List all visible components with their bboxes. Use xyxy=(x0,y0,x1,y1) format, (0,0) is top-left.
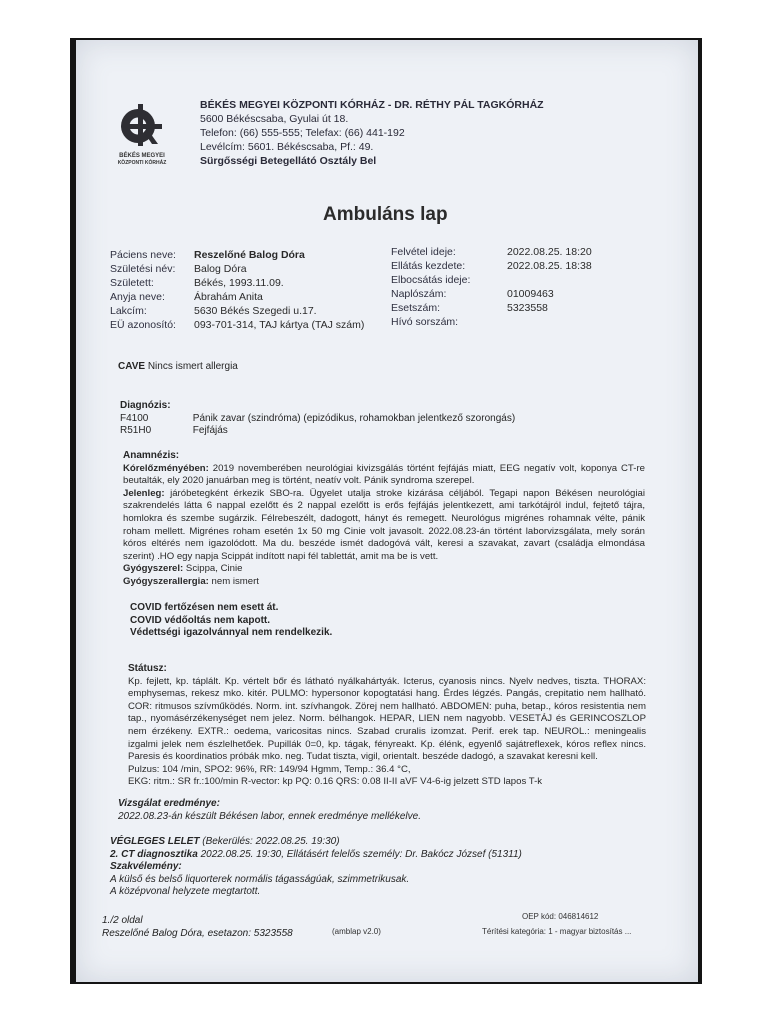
covid-line: COVID védőoltás nem kapott. xyxy=(130,614,271,626)
opinion-line: A külső és belső liquorterek normális tágasságúak, szimmetrikusak. xyxy=(110,873,410,885)
status-title: Státusz: xyxy=(128,663,167,674)
diagnosis-code: R51H0 xyxy=(120,425,152,437)
hospital-phone: Telefon: (66) 555-555; Telefax: (66) 441-192 xyxy=(200,127,405,139)
allergy-text: nem ismert xyxy=(208,575,259,587)
page-number: 1./2 oldal xyxy=(102,915,143,926)
log-number: 01009463 xyxy=(507,288,554,300)
patient-label: Születési név: xyxy=(110,263,176,275)
patient-labels xyxy=(110,248,176,332)
caller-number xyxy=(507,315,592,329)
diagnosis-code: F4100 xyxy=(120,412,149,424)
cave-text: Nincs ismert allergia xyxy=(147,361,238,372)
history-text: 2019 novemberében neurológiai kivizsgálás történt fejfájás miatt, EEG negatív volt, koponya CT-re beutalták, ely 2020 januárban meg is történt, neatív volt. Pánik syndroma szerepel. xyxy=(123,462,645,487)
cave-line xyxy=(118,361,238,374)
page-title: Ambuláns lap xyxy=(323,204,448,225)
patient-label: Lakcím: xyxy=(110,305,147,317)
patient-label: Született: xyxy=(110,277,154,289)
drugs-line xyxy=(123,563,645,576)
payment-category: Térítési kategória: 1 - magyar biztosítás ... xyxy=(482,927,632,936)
cave-label: CAVE xyxy=(118,361,146,372)
birth-name: Balog Dóra xyxy=(194,263,247,275)
document-page xyxy=(76,40,698,982)
case-number: 5323558 xyxy=(507,302,548,314)
diagnosis-row xyxy=(120,425,515,438)
patient-label: Páciens neve: xyxy=(110,249,176,261)
ct-text: 2022.08.25. 19:30, Ellátásért felelős személy: Dr. Bakócz József (51311) xyxy=(197,848,522,860)
final-title-suffix: (Bekerülés: 2022.08.25. 19:30) xyxy=(199,836,340,847)
patient-label: Anyja neve: xyxy=(110,291,165,303)
hospital-logo-icon xyxy=(114,102,170,148)
covid-line: COVID fertőzésen nem esett át. xyxy=(130,602,279,613)
admission-labels xyxy=(391,245,470,329)
hospital-mail: Levélcím: 5601. Békéscsaba, Pf.: 49. xyxy=(200,141,374,153)
mother-name: Ábrahám Anita xyxy=(194,291,263,303)
covid-line: Védettségi igazolvánnyal nem rendelkezik. xyxy=(130,627,333,639)
present-paragraph xyxy=(123,488,645,564)
status-section xyxy=(128,663,646,789)
anamnesis-title: Anamnézis: xyxy=(123,450,180,461)
status-text: Kp. fejlett, kp. táplált. Kp. vértelt bőr és látható nyálkahártyák. Icterus, cyanosis nincs. Nyelv nedves, tiszta. THORAX: emphysemas, rekesz mko. kitér. PULMO: hypersonor kopogtatási hang. Érdes légzés. Pangás, crepitatio nem hallható. COR: ritmusos szívműködés. Norm. int. szívhangok. Zörej nem hallható. ABDOMEN: puha, betap., kóros resistentia nem tap., nyomásérzékenységet nem jelez. Norm. bélhangok. HEPAR, LIEN nem nagyobb. VESETÁJ és GERINCOSZLOP nem érzékeny. EXTR.: oedema, varicositas nincs. Szabad cruralis izomzat. Perif. erek tap. NEUROL.: meningealis izgalmi jelek nem észlelhetőek. Pupillák 0=0, kp. tágak, fényreakt. Kp. élénk, egyenlő sajátreflexek, kóros reflex nincs. Paresis és koordinatios próbák mko. neg. Tudat tiszta, vigil, orientalt. beszéde dadogó, a szavakat keresni kell. xyxy=(128,675,646,763)
patient-values xyxy=(194,248,364,332)
hospital-address: 5600 Békéscsaba, Gyulai út 18. xyxy=(200,113,349,125)
admission-label: Esetszám: xyxy=(391,302,441,314)
final-title-line xyxy=(110,836,522,849)
opinion-line: A középvonal helyzete megtartott. xyxy=(110,886,261,898)
care-start: 2022.08.25. 18:38 xyxy=(507,260,592,272)
patient-name: Reszelőné Balog Dóra xyxy=(194,249,305,261)
vitals-line: Pulzus: 104 /min, SPO2: 96%, RR: 149/94 Hgmm, Temp.: 36.4 °C, xyxy=(128,763,411,775)
admission-label: Elbocsátás ideje: xyxy=(391,274,471,286)
history-paragraph xyxy=(123,463,645,488)
hospital-name: BÉKÉS MEGYEI KÖZPONTI KÓRHÁZ - DR. RÉTHY PÁL TAGKÓRHÁZ xyxy=(200,99,544,111)
exam-title: Vizsgálat eredménye: xyxy=(118,798,220,809)
diagnosis-text: Fejfájás xyxy=(192,425,228,437)
history-label: Kórelőzményében: xyxy=(123,462,209,474)
discharge-time xyxy=(507,273,592,287)
allergy-line xyxy=(123,576,645,589)
diagnosis-text: Pánik zavar (szindróma) (epizódikus, rohamokban jelentkező szorongás) xyxy=(192,412,516,424)
admission-values xyxy=(507,245,592,329)
admission-label: Felvétel ideje: xyxy=(391,246,456,258)
admission-time: 2022.08.25. 18:20 xyxy=(507,246,592,258)
logo-line-1: BÉKÉS MEGYEI xyxy=(119,153,165,159)
oep-code: OEP kód: 046814612 xyxy=(522,912,599,921)
present-text: járóbetegként érkezik SBO-ra. Ügyelet utalja stroke kizárása céljából. Tegapi napon Békésen neurológiai szakrendelés látta 6 nappal ezelőtt és 2 nappal ezelőtt is erős fejfájás jelentkezett, ami tarkótájról indul, fejtető tájra, homlokra és szembe sugárzik. Félrebeszélt, dadogott, hányt és remegett. Neurológus migrénes rohamnak vélte, pánik roham mellett. Migrénes roham esetén 1x 50 mg Cinie volt javasolt. 2022.08.23-án történt laborvizsgálata, mely során kóros eltérés nem igazolódott. Ma du. beszéde ismét dadogóvá vált, keresi a szavakat, zavart (családja elmondása szerint) .HO egy napja Scippát indított napi fél tablettát, amit ma be is vett. xyxy=(123,487,645,562)
diagnosis-section xyxy=(120,400,515,438)
present-label: Jelenleg: xyxy=(123,487,165,499)
footer-left xyxy=(102,914,293,940)
diagnosis-row xyxy=(120,413,515,426)
address: 5630 Békés Szegedi u.17. xyxy=(194,305,317,317)
patient-label: EÜ azonosító: xyxy=(110,319,176,331)
admission-label: Hívó sorszám: xyxy=(391,316,459,328)
drugs-text: Scippa, Cinie xyxy=(183,563,243,575)
ct-line xyxy=(110,849,522,862)
final-title: VÉGLEGES LELET xyxy=(110,836,200,847)
health-id: 093-701-314, TAJ kártya (TAJ szám) xyxy=(194,319,365,331)
allergy-label: Gyógyszerallergia: xyxy=(123,575,209,587)
covid-section xyxy=(130,602,332,640)
drugs-label: Gyógyszerel: xyxy=(123,563,184,575)
final-section xyxy=(110,836,522,899)
exam-text: 2022.08.23-án készült Békésen labor, ennek eredménye mellékelve. xyxy=(118,810,421,822)
department-name: Sürgősségi Betegellátó Osztály Bel xyxy=(200,155,377,167)
diagnosis-title: Diagnózis: xyxy=(120,400,171,411)
admission-label: Naplószám: xyxy=(391,288,447,300)
header-block xyxy=(200,98,544,168)
logo-line-2: KÖZPONTI KÓRHÁZ xyxy=(117,160,167,166)
form-version: (amblap v2.0) xyxy=(332,927,381,936)
opinion-label: Szakvélemény: xyxy=(110,861,182,873)
ekg-line: EKG: ritm.: SR fr.:100/min R-vector: kp PQ: 0.16 QRS: 0.08 II-II aVF V4-6-ig jelzett STD lapos T-k xyxy=(128,776,543,788)
anamnesis-section xyxy=(123,450,645,589)
hospital-logo xyxy=(114,102,170,172)
exam-section xyxy=(118,798,421,823)
footer-patient: Reszelőné Balog Dóra, esetazon: 5323558 xyxy=(102,928,293,939)
birth-date: Békés, 1993.11.09. xyxy=(194,277,284,289)
ct-label: 2. CT diagnosztika xyxy=(110,848,198,860)
admission-label: Ellátás kezdete: xyxy=(391,260,466,272)
